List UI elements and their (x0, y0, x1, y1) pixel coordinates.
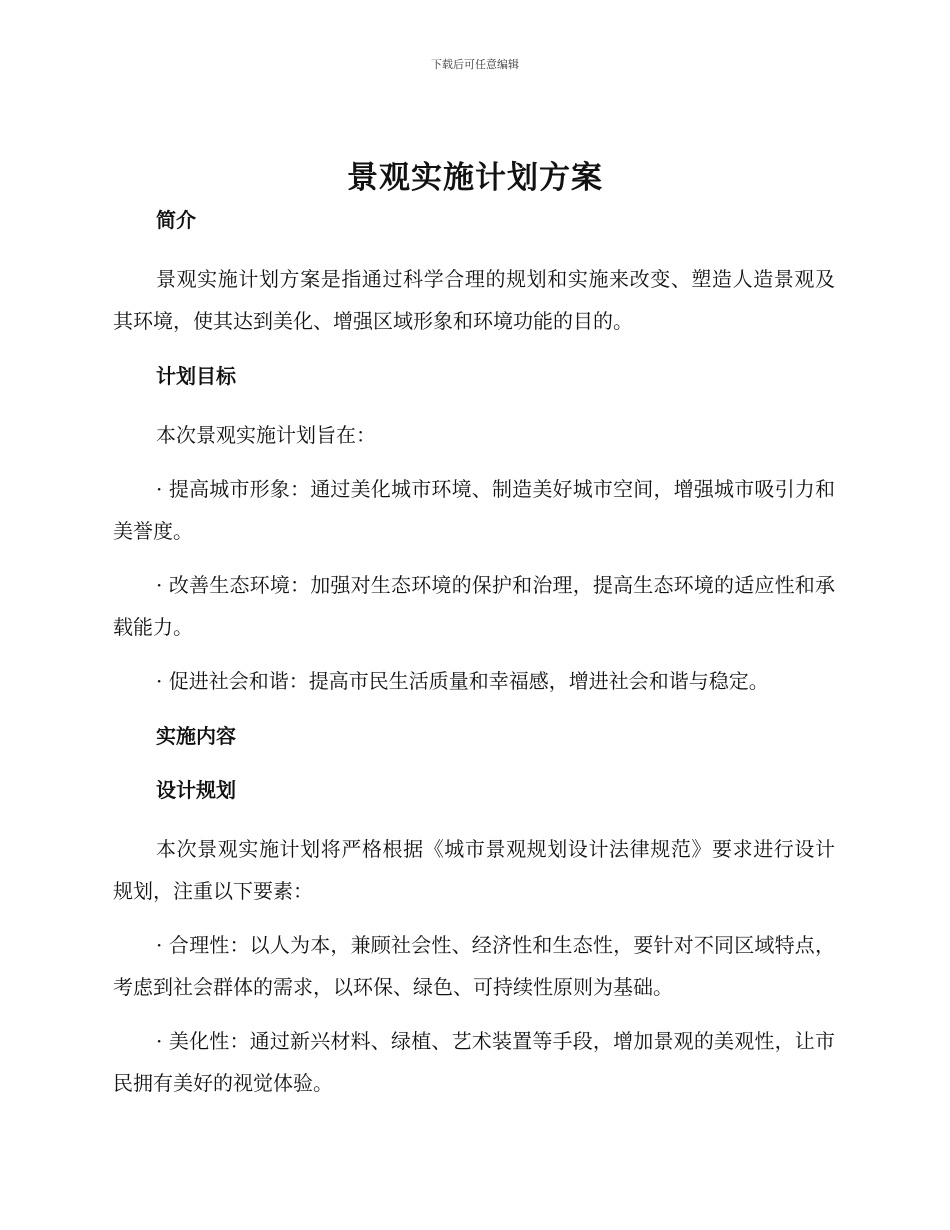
goals-heading: 计划目标 (156, 364, 236, 388)
intro-paragraph: 景观实施计划方案是指通过科学合理的规划和实施来改变、塑造人造景观及其环境，使其达到美化、增强区域形象和环境功能的目的。 (113, 267, 835, 333)
design-heading: 设计规划 (156, 778, 236, 802)
goals-lead: 本次景观实施计划旨在： (156, 423, 376, 447)
impl-heading: 实施内容 (156, 724, 236, 748)
design-lead: 本次景观实施计划将严格根据《城市景观规划设计法律规范》要求进行设计规划，注重以下要素： (113, 837, 835, 903)
goal-item-1: · 提高城市形象：通过美化城市环境、制造美好城市空间，增强城市吸引力和美誉度。 (113, 477, 835, 543)
goal-item-2: · 改善生态环境：加强对生态环境的保护和治理，提高生态环境的适应性和承载能力。 (113, 573, 835, 639)
page-title: 景观实施计划方案 (347, 160, 603, 196)
document-body (113, 204, 835, 1104)
design-item-2: · 美化性：通过新兴材料、绿植、艺术装置等手段，增加景观的美观性，让市民拥有美好的视觉体验。 (113, 1029, 835, 1095)
design-item-1: · 合理性：以人为本，兼顾社会性、经济性和生态性，要针对不同区域特点，考虑到社会群体的需求，以环保、绿色、可持续性原则为基础。 (113, 933, 835, 999)
goal-item-3: · 促进社会和谐：提高市民生活质量和幸福感，增进社会和谐与稳定。 (156, 669, 769, 693)
header-note: 下载后可任意编辑 (431, 58, 519, 71)
intro-heading: 简介 (156, 208, 196, 232)
